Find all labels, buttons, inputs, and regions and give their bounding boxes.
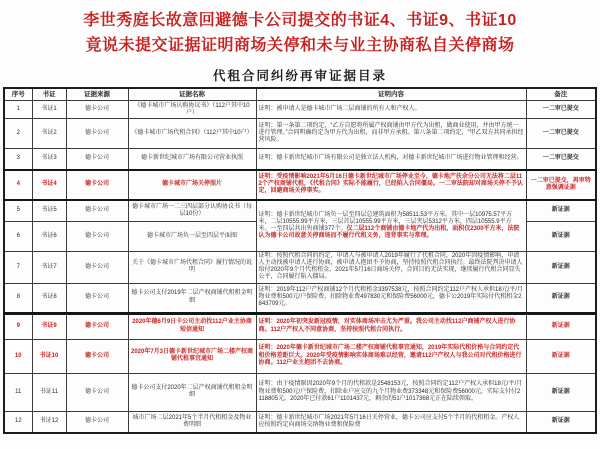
- cell-remark: 新证据: [526, 200, 596, 222]
- page-title-line-2: 竟说未提交证据证明商场关停和未与业主协商私自关停商场: [85, 36, 515, 54]
- cell-content: 证明：德卡新世纪城市广场2021年5月16日关停营业，德卡公司应支付5个半月的代租租金。产权人应按照约定向商场交纳物业费和保险费: [256, 411, 526, 433]
- cell-remark: 新证据: [526, 313, 596, 339]
- cell-name: 《德卡城市广场代租合同》（112户其中10户）: [128, 119, 256, 149]
- table-row: [4, 149, 596, 170]
- cell-content: [256, 200, 526, 252]
- cell-evidence-id: 书证12: [32, 411, 66, 433]
- cell-seq: 5: [4, 200, 32, 222]
- table-row: [4, 252, 596, 283]
- cell-seq: 1: [4, 101, 32, 119]
- cell-source: 德卡公司: [66, 313, 128, 339]
- cell-evidence-id: 书证8: [32, 283, 66, 313]
- cell-remark: 一二审已提交: [526, 119, 596, 149]
- content-text: 证明：德卡新世纪城市广场负一层至四层总建筑面积为58511.53平方米。其中一层10975.57平方米，二层10555.99平方米，三层首层10555.99平方米，三层夹层5312平方米，四层10555.9平方米。一至四层共出售商铺377个。: [258, 211, 513, 232]
- cell-evidence-id: 书证5: [32, 200, 66, 222]
- cell-name: 2020年7月3日德卡新世纪城市广场二楼产权商铺代租事宜通知: [128, 339, 256, 373]
- cell-remark: 一二审已提交: [526, 149, 596, 170]
- cell-source: 德卡公司: [66, 101, 128, 119]
- cell-seq: 11: [4, 373, 32, 411]
- cell-seq: 8: [4, 283, 32, 313]
- cell-content: 证明：由于疫情原因2020年9个月的代租款是2548153元，按照合同约定112户产权人承担18元/平/月物业费和500元/户保险费，扣除业户应交的九个月物业费373348元和保险费56000元，实际支付付2118805元。2020年已付款61户1101437元，剩余的51户1017368元正在陆续领取。: [256, 373, 526, 411]
- cell-evidence-id: 书证11: [32, 373, 66, 411]
- column-header-1: 书证: [32, 88, 66, 101]
- cell-content: 证明：德卡新世纪城市广场有限公司是独立法人机构，对德卡新世纪城市广场进行物业管理和经营。: [256, 149, 526, 170]
- cell-evidence-id: 书证6: [32, 222, 66, 252]
- cell-name: 德卡城市广场负一层至四层平面图: [128, 222, 256, 252]
- table-row: [4, 170, 596, 200]
- table-row: [4, 313, 596, 339]
- cell-evidence-id: 书证4: [32, 170, 66, 200]
- cell-source: 德卡公司: [66, 411, 128, 433]
- cell-content: 证明：2020年初突发新冠疫情，对实体商场冲击尤为严重。我公司主动找112户商铺产权人进行协商。112户产权人不同意协商，坚持按照代租合同执行。: [256, 313, 526, 339]
- cell-seq: 7: [4, 252, 32, 283]
- table-header: [4, 88, 596, 101]
- cell-remark: 新证据: [526, 283, 596, 313]
- table-row: [4, 283, 596, 313]
- cell-name: 德卡城市广场一二三四层部分认购协议书（每层10份）: [128, 200, 256, 222]
- header-row: [4, 88, 596, 101]
- cell-evidence-id: 书证1: [32, 101, 66, 119]
- column-header-2: 证据来源: [66, 88, 128, 101]
- cell-name: 德卡新世纪城市广场有限公司营业执照: [128, 149, 256, 170]
- cell-source: 德卡公司: [66, 119, 128, 149]
- table-title: 代租合同纠纷再审证据目录: [212, 68, 387, 83]
- cell-seq: 3: [4, 149, 32, 170]
- cell-remark: 新证据: [526, 252, 596, 283]
- cell-remark: 新证据: [526, 339, 596, 373]
- cell-source: 德卡公司: [66, 170, 128, 200]
- table-row: [4, 119, 596, 149]
- cell-content: 证明：2020年德卡新世纪城市广场二楼产权商铺代租事宜通知，2019年实际代租价格与合同约定代租价格差距巨大。2020年受疫情影响实体商场难以经营，邀请112户产权人与我公司对代租价格进行协商。112户业主抱团不去协商。: [256, 339, 526, 373]
- page-title-line-1: 李世秀庭长故意回避德卡公司提交的书证4、书证9、书证10: [83, 12, 517, 29]
- cell-source: 德卡公司: [66, 222, 128, 252]
- cell-source: 德卡公司: [66, 149, 128, 170]
- table-row: [4, 200, 596, 222]
- table-body: [4, 101, 596, 433]
- cell-remark: 一二审已提交: [526, 101, 596, 119]
- cell-name: 2020年德6月9日卡公司主动找112户业主协商短信通知: [128, 313, 256, 339]
- cell-content: 证明：被申请人是德卡城市广场二层商铺的所有人和产权人。: [256, 101, 526, 119]
- cell-remark: 一二审已提交，再审特意强调证据: [526, 170, 596, 200]
- cell-content: 证明：2019年112户产权商铺12个月代租租金3397538元，按照合同约定112户产权人承担18元/平/月物业费和500元/户保险费，扣除物业费497830元和保险费56000元，德卡公2019年实际付代租租金2843709元。: [256, 283, 526, 313]
- cell-evidence-id: 书证9: [32, 313, 66, 339]
- cell-evidence-id: 书证3: [32, 149, 66, 170]
- page-title: [0, 9, 600, 59]
- cell-seq: 2: [4, 119, 32, 149]
- table-row: [4, 373, 596, 411]
- content-text-highlight: 仅二层112个商铺由德卡地产代为出租，面积仅2300平方米，法院认为德卡公司故意关停商场而不履行代租义务，违背事实与常理。: [258, 226, 520, 240]
- cell-remark: 新证据: [526, 411, 596, 433]
- cell-evidence-id: 书证7: [32, 252, 66, 283]
- cell-evidence-id: 书证2: [32, 119, 66, 149]
- cell-name: 城市广场二层2021年5个半月代租租金及物业费明细: [128, 411, 256, 433]
- cell-content: 证明：按照代租合同的约定，申请人与被申请人2019年履行了代租合同，2020年因疫情影响，申请人主动找被申请人进行协商，被申请人抱团不予协商，坚持按照代租合同执行。最终法院判决申请人给付2020年9个月代租租金。2021年5月16日商场关停，合同目的无法实现，继续履行代租合同显失公平，合同履行陷入僵局。: [256, 252, 526, 283]
- cell-source: 德卡公司: [66, 373, 128, 411]
- cell-seq: 9: [4, 313, 32, 339]
- cell-name: 《德卡城市广场认购协议书》（112户其中10户）: [128, 101, 256, 119]
- column-header-5: 备注: [526, 88, 596, 101]
- cell-remark: 新证据: [526, 373, 596, 411]
- cell-seq: 6: [4, 222, 32, 252]
- evidence-table: [3, 87, 597, 434]
- cell-name: 关于《德卡城市广场代租合同》履行情况的说明: [128, 252, 256, 283]
- cell-name: 德卡公司支付2019年二层产权商铺代租租金明细: [128, 283, 256, 313]
- cell-content: 证明：第一条第二项约定，“乙方自愿将所属产权商铺由甲方代为出租，做商业使用，并由甲方统一进行管理。”合同明确约定为甲方代为出租，而非甲方承租。第八条第二项约定，“甲乙双方共同承担经营风险。: [256, 119, 526, 149]
- table-row: [4, 339, 596, 373]
- cell-evidence-id: 书证10: [32, 339, 66, 373]
- cell-remark: 新证据: [526, 222, 596, 252]
- column-header-4: 证明内容: [256, 88, 526, 101]
- cell-name: 德卡公司支付2020年二层产权商铺代租租金明细: [128, 373, 256, 411]
- cell-seq: 12: [4, 411, 32, 433]
- table-row: [4, 101, 596, 119]
- cell-source: 德卡公司: [66, 200, 128, 222]
- cell-source: 德卡公司: [66, 252, 128, 283]
- column-header-0: 序号: [4, 88, 32, 101]
- cell-seq: 10: [4, 339, 32, 373]
- column-header-3: 证据名称: [128, 88, 256, 101]
- cell-source: 德卡公司: [66, 283, 128, 313]
- cell-source: 德卡公司: [66, 339, 128, 373]
- cell-seq: 4: [4, 170, 32, 200]
- table-row: [4, 411, 596, 433]
- cell-content: 证明：受疫情影响2021年5月16日德卡新世纪城市广场停业至今，德卡地产扶余分公司无法将二层112个产权商铺代租，《代租合同》实际不能履行，已经陷入合同僵局。一二审法院却对商场关停不予认定，回避商场关停事实。: [256, 170, 526, 200]
- cell-name: 德卡城市广场关停照片: [128, 170, 256, 200]
